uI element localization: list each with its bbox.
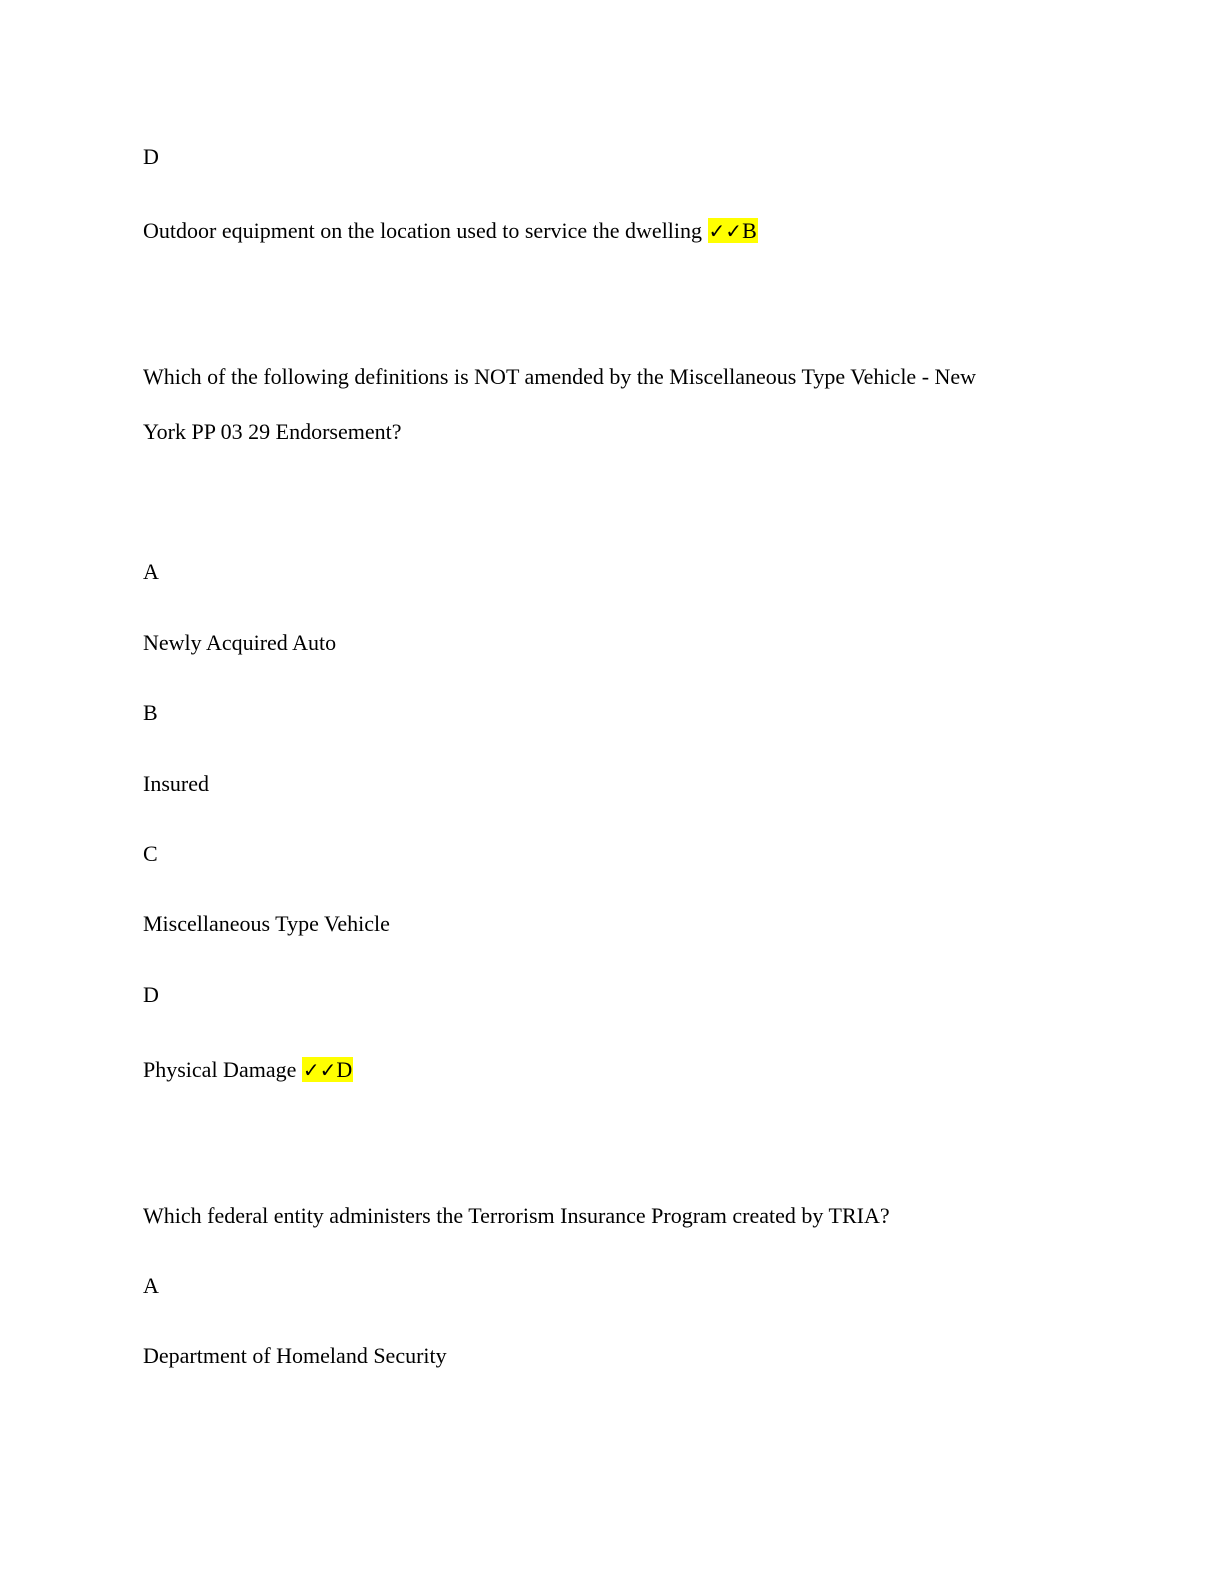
option-text-with-answer xyxy=(143,1057,353,1083)
option-letter: A xyxy=(143,559,159,584)
answer-letter: B xyxy=(742,218,757,243)
option-letter: A xyxy=(143,1273,159,1298)
option-text: Physical Damage xyxy=(143,1057,297,1082)
answer-highlight xyxy=(708,218,758,243)
answer-highlight xyxy=(302,1057,353,1082)
option-text: Miscellaneous Type Vehicle xyxy=(143,911,390,936)
option-text: Department of Homeland Security xyxy=(143,1343,447,1368)
question-text: York PP 03 29 Endorsement? xyxy=(143,419,402,444)
checkmark-icon: ✓✓ xyxy=(708,219,743,243)
checkmark-icon: ✓✓ xyxy=(302,1058,337,1082)
question-text: Which federal entity administers the Terrorism Insurance Program created by TRIA? xyxy=(143,1203,890,1228)
question-text: Which of the following definitions is NOT amended by the Miscellaneous Type Vehicle - New xyxy=(143,364,977,389)
option-letter: D xyxy=(143,144,159,169)
option-letter: D xyxy=(143,982,159,1007)
option-text: Outdoor equipment on the location used to service the dwelling xyxy=(143,218,703,243)
option-text: Newly Acquired Auto xyxy=(143,630,337,655)
option-text: Insured xyxy=(143,771,209,796)
answer-letter: D xyxy=(336,1057,353,1082)
option-letter: C xyxy=(143,841,158,866)
option-text-with-answer xyxy=(143,218,758,244)
option-letter: B xyxy=(143,700,158,725)
